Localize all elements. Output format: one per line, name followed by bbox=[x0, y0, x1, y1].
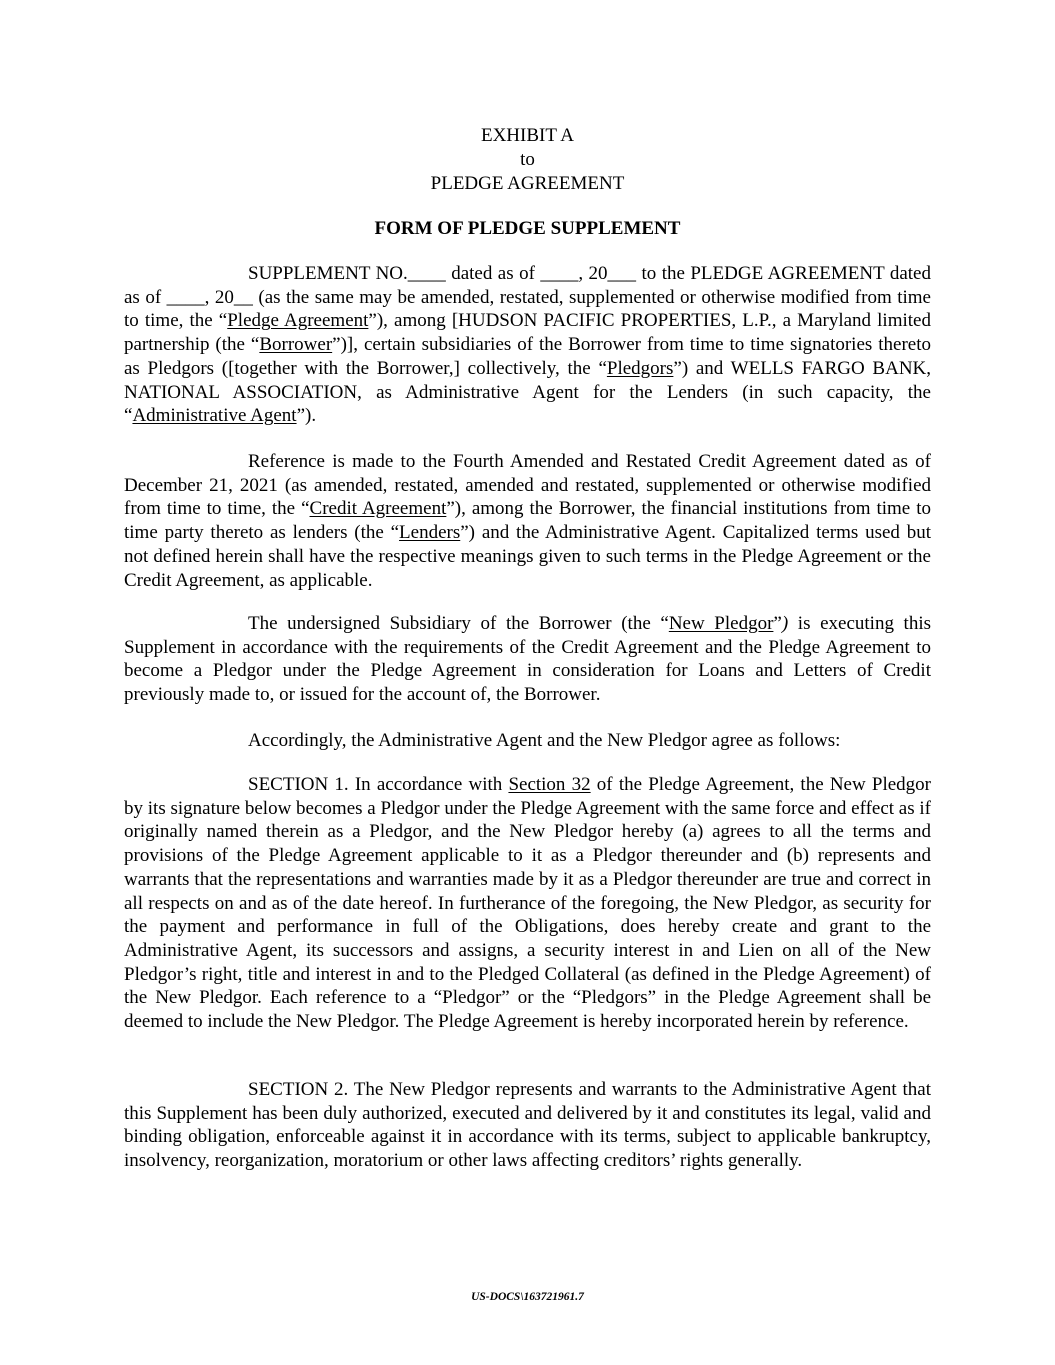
defined-term-lenders: Lenders bbox=[399, 522, 461, 544]
paragraph-credit-agreement-reference bbox=[124, 450, 931, 592]
defined-term-credit-agreement: Credit Agreement bbox=[309, 498, 447, 520]
text: is executing this Supplement in accordance with the requirements of the Credit Agreement and the Pledge Agreement to become a Pledgor under the Pledge Agreement in consideration for Loans and Letters of Credit previously made to, or issued for the account of, the Borrower. bbox=[124, 613, 932, 706]
text: ”). bbox=[296, 405, 317, 427]
defined-term-borrower: Borrower bbox=[259, 334, 333, 356]
text: ) bbox=[781, 613, 789, 634]
text: The undersigned Subsidiary of the Borrower (the “ bbox=[248, 613, 669, 634]
document-id-footer: US-DOCS\163721961.7 bbox=[471, 1291, 584, 1303]
paragraph-section-2: SECTION 2. The New Pledgor represents and warrants to the Administrative Agent that this Supplement has been duly authorized, executed and delivered by it and constitutes its legal, valid and binding obligation, enforceable against it in accordance with its terms, subject to applicable bankruptcy, insolvency, reorganization, moratorium or other laws affecting creditors’ rights generally. bbox=[124, 1079, 931, 1172]
defined-term-pledge-agreement: Pledge Agreement bbox=[227, 310, 369, 332]
exhibit-heading: EXHIBIT A bbox=[480, 125, 575, 146]
text: ”)], certain subsidiaries of the Borrower from time to time signatories thereto as Pledgors ([together with the Borrower,] collectively, the “ bbox=[124, 334, 931, 379]
text: SECTION 1. In accordance with bbox=[248, 774, 509, 795]
paragraph-new-pledgor bbox=[124, 612, 931, 707]
text: ” bbox=[773, 613, 782, 634]
text: ”) and WELLS FARGO BANK, NATIONAL ASSOCIATION, as Administrative Agent for the Lenders (in such capacity, the “ bbox=[124, 357, 932, 427]
text: of the Pledge Agreement, the New Pledgor by its signature below becomes a Pledgor under the Pledge Agreement with the same force and effect as if originally named therein as a Pledgor, and the New Pledgor hereby (a) agrees to all the terms and provisions of the Pledge Agreement applicable to it as a Pledgor thereunder and (b) represents and warrants that the representations and warranties made by it as a Pledgor thereunder are true and correct in all respects on and as of the date hereof. In furtherance of the foregoing, the New Pledgor, as security for the payment and performance in full of the Obligations, does hereby create and grant to the Administrative Agent, its successors and assigns, a security interest in and Lien on all of the New Pledgor’s right, title and interest in and to the Pledged Collateral (as defined in the Pledge Agreement) of the New Pledgor. Each reference to a “Pledgor” or the “Pledgors” in the Pledge Agreement shall be deemed to include the New Pledgor. The Pledge Agreement is hereby incorporated herein by reference. bbox=[124, 774, 931, 1033]
defined-term-administrative-agent: Administrative Agent bbox=[132, 405, 297, 427]
text: ”), among [HUDSON PACIFIC PROPERTIES, L.P., a Maryland limited partnership (the “ bbox=[124, 310, 931, 356]
exhibit-to: to bbox=[520, 149, 535, 170]
paragraph-supplement-intro bbox=[124, 262, 931, 428]
defined-term-pledgors: Pledgors bbox=[606, 357, 674, 379]
document-title: FORM OF PLEDGE SUPPLEMENT bbox=[374, 218, 681, 239]
text: SUPPLEMENT NO.____ dated as of ____, 20___ to the PLEDGE AGREEMENT dated as of ____, 20__ (as the same may be amended, restated, supplemented or otherwise modified from time to time, the “ bbox=[124, 263, 931, 332]
defined-term-new-pledgor: New Pledgor bbox=[668, 613, 774, 634]
paragraph-agreement-intro: Accordingly, the Administrative Agent and the New Pledgor agree as follows: bbox=[248, 730, 841, 751]
text: ”) and the Administrative Agent. Capitalized terms used but not defined herein shall have the respective meanings given to such terms in the Pledge Agreement or the Credit Agreement, as applicable. bbox=[124, 522, 931, 591]
text: Reference is made to the Fourth Amended and Restated Credit Agreement dated as of December 21, 2021 (as amended, restated, amended and restated, supplemented or otherwise modified from time to time, the “ bbox=[124, 451, 931, 520]
text: ”), among the Borrower, the financial institutions from time to time party thereto as lenders (the “ bbox=[124, 498, 931, 544]
exhibit-agreement-name: PLEDGE AGREEMENT bbox=[430, 173, 625, 194]
section-reference: Section 32 bbox=[508, 774, 591, 795]
paragraph-section-1 bbox=[124, 773, 931, 1034]
